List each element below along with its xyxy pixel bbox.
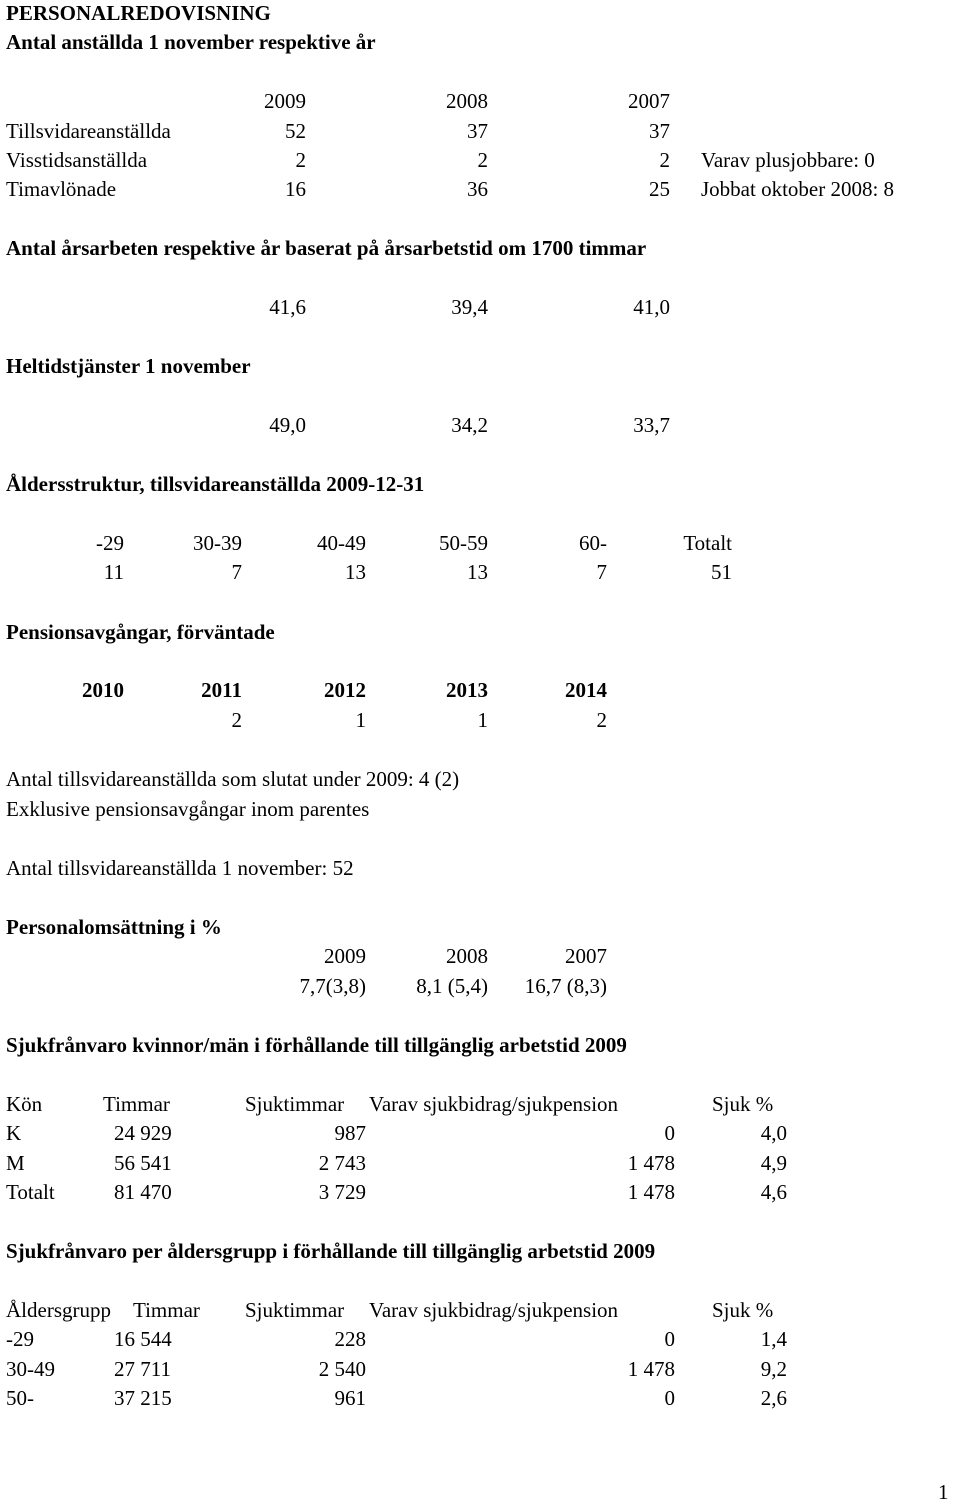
text-line: Antal tillsvidareanställda som slutat under 2009: 4 (2) — [6, 767, 460, 791]
table-cell: 52 — [285, 119, 306, 143]
column-header: Timmar — [103, 1092, 170, 1116]
column-header-year: 2007 — [628, 89, 670, 113]
section-heading-age-structure: Åldersstruktur, tillsvidareanställda 2009-12-31 — [6, 472, 425, 496]
row-label: Timavlönade — [6, 177, 117, 201]
column-header: Varav sjukbidrag/sjukpension — [369, 1092, 619, 1116]
column-header: Sjuktimmar — [245, 1298, 345, 1322]
table-cell: 1 478 — [627, 1151, 675, 1175]
column-header: Varav sjukbidrag/sjukpension — [369, 1298, 619, 1322]
table-cell: 37 215 — [114, 1386, 172, 1410]
column-header: Sjuk % — [712, 1092, 774, 1116]
table-cell: 37 — [467, 119, 488, 143]
row-label: Tillsvidareanställda — [6, 119, 171, 143]
column-header-year: 2014 — [565, 678, 607, 702]
text-line: Exklusive pensionsavgångar inom parentes — [6, 797, 370, 821]
column-header: 50-59 — [439, 531, 488, 555]
table-cell: 33,7 — [633, 413, 670, 437]
table-cell: 9,2 — [760, 1357, 787, 1381]
table-cell: 0 — [664, 1327, 675, 1351]
table-cell: 0 — [664, 1121, 675, 1145]
column-header-year: 2009 — [264, 89, 306, 113]
table-cell: 7,7(3,8) — [299, 974, 366, 998]
table-cell: 36 — [467, 177, 488, 201]
table-cell: M — [6, 1151, 25, 1175]
section-heading-sickness-gender: Sjukfrånvaro kvinnor/män i förhållande till tillgänglig arbetstid 2009 — [6, 1033, 627, 1057]
column-header: -29 — [96, 531, 124, 555]
table-cell: 50- — [6, 1386, 34, 1410]
table-cell: 16 544 — [114, 1327, 172, 1351]
table-cell: 1 478 — [627, 1180, 675, 1204]
column-header: 60- — [579, 531, 607, 555]
section-heading-annual-work: Antal årsarbeten respektive år baserat på årsarbetstid om 1700 timmar — [6, 236, 647, 260]
section-heading-turnover: Personalomsättning i % — [6, 915, 222, 939]
table-cell: 3 729 — [318, 1180, 366, 1204]
table-cell: 2 — [295, 148, 306, 172]
text-line: Antal tillsvidareanställda 1 november: 52 — [6, 856, 354, 880]
table-cell: 4,0 — [760, 1121, 787, 1145]
table-cell: 1 478 — [627, 1357, 675, 1381]
table-cell: 13 — [467, 560, 488, 584]
column-header: Kön — [6, 1092, 43, 1116]
column-header-year: 2013 — [446, 678, 488, 702]
row-label: Visstidsanställda — [6, 148, 148, 172]
section-heading-retirements: Pensionsavgångar, förväntade — [6, 620, 275, 644]
section-heading-employees: Antal anställda 1 november respektive år — [6, 30, 376, 54]
table-cell: 7 — [231, 560, 242, 584]
table-cell: 2,6 — [760, 1386, 787, 1410]
column-header-year: 2011 — [201, 678, 242, 702]
table-cell: 34,2 — [451, 413, 488, 437]
table-cell: 1,4 — [760, 1327, 787, 1351]
table-cell: 37 — [649, 119, 670, 143]
table-cell: 228 — [334, 1327, 366, 1351]
table-cell: 0 — [664, 1386, 675, 1410]
column-header: Totalt — [683, 531, 732, 555]
table-cell: 41,6 — [269, 295, 306, 319]
row-note: Varav plusjobbare: 0 — [701, 148, 875, 172]
table-cell: -29 — [6, 1327, 34, 1351]
table-cell: 1 — [477, 708, 488, 732]
table-cell: Totalt — [6, 1180, 55, 1204]
table-cell: 2 — [596, 708, 607, 732]
row-note: Jobbat oktober 2008: 8 — [701, 177, 895, 201]
column-header: Åldersgrupp — [6, 1298, 111, 1322]
page-title: PERSONALREDOVISNING — [6, 1, 271, 25]
table-cell: 49,0 — [269, 413, 306, 437]
column-header: 30-39 — [193, 531, 242, 555]
table-cell: 2 — [231, 708, 242, 732]
table-cell: 56 541 — [114, 1151, 172, 1175]
table-cell: 987 — [334, 1121, 366, 1145]
table-cell: 2 — [659, 148, 670, 172]
table-cell: 51 — [711, 560, 732, 584]
table-cell: 8,1 (5,4) — [416, 974, 488, 998]
table-cell: 4,9 — [760, 1151, 787, 1175]
column-header-year: 2008 — [446, 944, 488, 968]
column-header-year: 2009 — [324, 944, 366, 968]
table-cell: 39,4 — [451, 295, 488, 319]
column-header-year: 2007 — [565, 944, 607, 968]
column-header: Timmar — [133, 1298, 200, 1322]
table-cell: 4,6 — [760, 1180, 787, 1204]
table-cell: 41,0 — [633, 295, 670, 319]
table-cell: 11 — [103, 560, 124, 584]
column-header: Sjuktimmar — [245, 1092, 345, 1116]
table-cell: 27 711 — [114, 1357, 171, 1381]
table-cell: 7 — [596, 560, 607, 584]
column-header: 40-49 — [317, 531, 366, 555]
table-cell: 13 — [345, 560, 366, 584]
table-cell: 1 — [355, 708, 366, 732]
table-cell: 25 — [649, 177, 670, 201]
table-cell: K — [6, 1121, 22, 1145]
table-cell: 16 — [285, 177, 306, 201]
table-cell: 2 540 — [318, 1357, 366, 1381]
section-heading-fulltime: Heltidstjänster 1 november — [6, 354, 251, 378]
table-cell: 961 — [334, 1386, 366, 1410]
table-cell: 2 743 — [318, 1151, 366, 1175]
table-cell: 16,7 (8,3) — [524, 974, 607, 998]
page-number: 1 — [938, 1480, 949, 1504]
column-header-year: 2010 — [82, 678, 124, 702]
table-cell: 81 470 — [114, 1180, 172, 1204]
column-header-year: 2012 — [324, 678, 366, 702]
column-header: Sjuk % — [712, 1298, 774, 1322]
section-heading-sickness-age: Sjukfrånvaro per åldersgrupp i förhållande till tillgänglig arbetstid 2009 — [6, 1239, 656, 1263]
table-cell: 30-49 — [6, 1357, 55, 1381]
table-cell: 2 — [477, 148, 488, 172]
table-cell: 24 929 — [114, 1121, 172, 1145]
column-header-year: 2008 — [446, 89, 488, 113]
